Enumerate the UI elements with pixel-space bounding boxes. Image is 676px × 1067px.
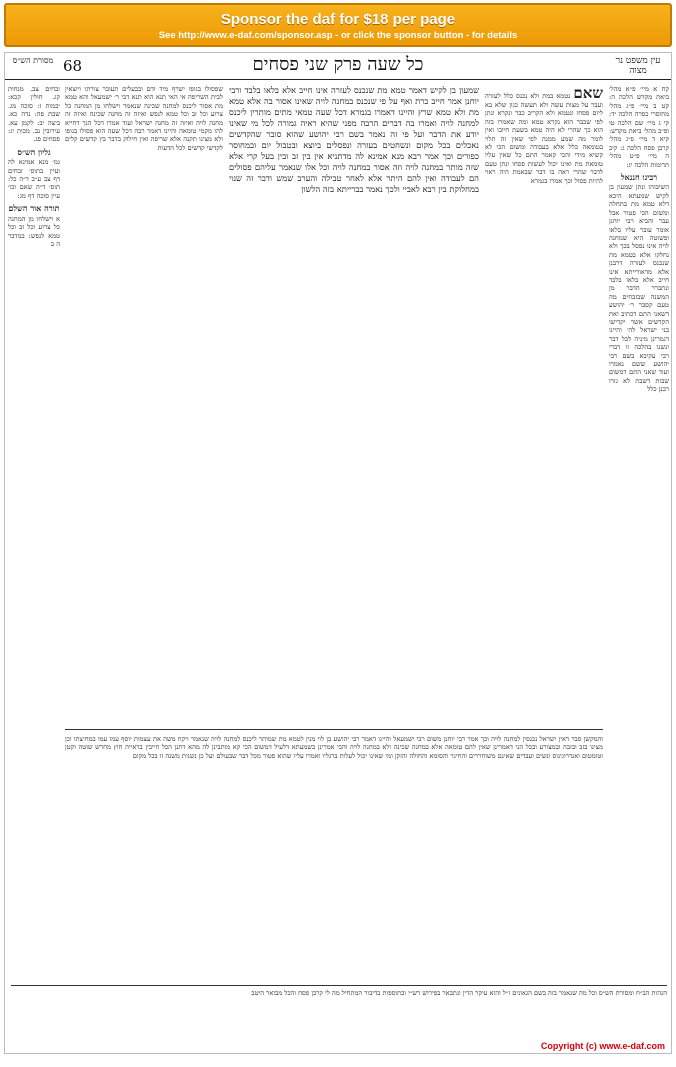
ein-mishpat-column [609, 85, 669, 725]
talmud-page [4, 52, 672, 1054]
tosafot-column [65, 85, 223, 725]
sponsor-subtitle[interactable]: See http://www.e-daf.com/sponsor.asp - or click the sponsor button - for details [158, 30, 518, 41]
footnotes [11, 989, 667, 1039]
masoret-header-label: מסורת הש״ס [12, 56, 54, 65]
rashi-opening-word: שאם [573, 85, 603, 102]
sponsor-title[interactable]: Sponsor the daf for $18 per page [220, 11, 456, 28]
rabbeinu-chananel-label: רבינו חננאל [620, 172, 658, 183]
sponsor-banner[interactable] [4, 3, 672, 47]
page-header [5, 53, 671, 80]
footnotes-text: הגהות הב״ח ומסורת הש״ס וכל מה שנאמר בזה בשם הגאונים ז״ל והוא עיקר הדין ונתבאר בפירוש רש״י ובתוספות בדיבור המתחיל מה לי קרבן פסח והכל מבואר היטב [251, 989, 667, 997]
tosafot-text: שפסולו בגופו ישרף מיד ודם ובבעלים תעובר צורתו ויוצאין לבית השריפה אי האי תנא הוא תנא דבי ר׳ ישמעאל והא טמא מת אסור ליכנס למחנה שכינה שנאמר וישלחו מן המחנה כל צרוע וכל זב וכל טמא לנפש ואיזה זה מחנה שכינה ואיזה זה מחנה לויה ואיזה זה מחנה ישראל ועוד אמרו דכל הנך דחייא להו מקמי טומאה והיינו דאמר רבה דכל שעה הוא פסולו בגופו ולא מצינו תקנה אלא שריפה ואין חילוק בדבר בין קדשים קלים לקדשי קדשים לכל הדעות [65, 85, 223, 152]
lower-commentary-text: והמקשן סבר דאין ישראל נכנסין למחנה לויה וכך אמר רבי יוחנן משום רבי ישמעאל והיינו דאמר רבי יהושע בן לוי מנין לטמא מת שמותר ליכנס למחנה לויה שנאמר ויקח משה את עצמות יוסף עמו עמו במחיצתו וכן מצינו בזב ובזבה ובמצורע ובכל הני דאמרינן שאין להם טומאה אלא במחנה שכינה ולא במחנה לויה והכי אמרינן בשמעתא דלעיל דמשום הכי קא מותבינן לה מהא דתנן הכל חייבין בראייה חוץ מחרש שוטה וקטן וטומטום ואנדרוגינוס ונשים ועבדים שאינם משוחררים והחיגר והסומא והחולה והזקן ומי שאינו יכול לעלות ברגליו ואמרו עליו שהוא פטור מכל דבר שבעולם ועל כן נשנית משנה זו בכל מקום [65, 735, 603, 760]
ein-mishpat-text: קח א מיי׳ פ״א מהל׳ ביאת מקדש הלכה ה: קט ב מיי׳ פ״ג מהל׳ מחוסרי כפרה הלכה יד: קי ג מיי׳ שם הלכה טו ופ״ב מהל׳ ביאת מקדש: קיא ד מיי׳ פ״ג מהל׳ קרבן פסח הלכה ג: קיב ה מיי׳ פ״ט מהל׳ תרומות הלכה יג: [609, 85, 669, 169]
masoret-text: זבחים צב. מנחות קג. חולין קכא: יבמות ז: סוכה מג. שבת פה: נדה כא. ביצה יב: לקמן עא. עירובין נב. מכות יג: פסחים פג. [8, 85, 60, 144]
rashi-text: נטמא במת ולא נכנס כלל לעזרה ועבר על מצות עשה ולא תעשה כגון שלא בא ליום פסחו ונטמא ולא הקריב כבר ונקרא ונתן לפי שכבר הוא נקרא טמא ומה שאמרו בזה הוא כך שהרי לא היה טמא בשעת חיובו ואין לומר מה שמע ממנה לפי שאין זה תלוי בטומאה כלל אלא בעבודה ומשום הכי לא קשיא מידי והכי קאמר התם כל שאין עליו טומאת מת ואינו יכול לעשות פסחו ונתן טעם לדבר שהרי ראה בו דבר שבאמת היה ראוי להיות פסול וכך אמרו בגמרא [485, 92, 603, 185]
footnote-divider [11, 985, 667, 986]
page-number: 68 [63, 57, 83, 75]
torah-or-label: תורה אור השלם [8, 203, 60, 214]
rabbeinu-chananel-text: השיבוהו ונתן שמעון בן לקיש שמעתא היכא דלא טמא מת בתחלה ומשום הכי פטור אבל עבר והביא רבי יוחנן אומר עובר עליו בלאו ופשוטה היא שמחנה לויה אינו נפסל בכך ולא נחלקו אלא בטמא מת שנכנס לעזרה דרבנן אלא מדאורייתא אינו חייב אלא בלאו בלבד ונתברר הדבר מן המשנה שבזבחים מה טעם קסבר ר׳ יהושע דשאני התם דכתיב ואת הקדשים אשר יקדישו בני ישראל לה׳ והיינו דגמרינן מיניה לכל דבר ונשנו בהלכה זו דברי רבי עקיבא בשם רבי יהושע ששם נאמרו ועוד שאני התם דמשום שבות דשבת לא גזרו רבנן כלל [609, 183, 669, 394]
copyright-notice[interactable]: Copyright (c) www.e-daf.com [540, 1041, 665, 1051]
ein-mishpat-header-label: עין משפט נר מצוה [615, 56, 661, 76]
gemara-text: שמעון בן לקיש דאמר טמא מת שנכנס לעזרה אינו חייב אלא בלאו בלבד ורבי יוחנן אמר חייב כרת ואף על פי שנכנס במחנה לויה שאינו אסור בה אלא טמא מת ולא טמא שרץ והיינו דאמרו בגמרא דכל שעה טמאי מתים מותרין ליכנס למחנה לויה ואמרו בה דברים הרבה מפני שהיא ראיה גמורה לכל מי שאינו יודע את הדבר ועל פי זה נאמר בשם רבי יהושע שהוא סובר שהקדשים נאכלים בכל מקום ונשחטים בעזרה ונפסלים ביוצא ובטבול יום ובמחוסר כפורים וכך אמר רבא מנא אמינא לה מדתניא אין בין זב ובין בעל קרי אלא שזה מותר במחנה לויה וזה אסור במחנה לויה וכל אלו שנאמר עליהם פסולים הם לעבודה ואין להם היתר אלא לאחר טבילה והערב שמש ודבר זה שנוי במחלוקת בין רבא לאביי ולכך נאמר בברייתא בזה הלשון [229, 85, 479, 194]
rashi-column [485, 85, 603, 725]
gilyon-text: גמ׳ מנא אמינא לה ועיין בתוס׳ זבחים דף צב ע״ב ד״ה כל: תוס׳ ד״ה שאם וכו׳ עיין סוכה דף מג: [8, 158, 60, 200]
gemara-column [229, 85, 479, 725]
lower-commentary [65, 735, 603, 979]
masoret-column [8, 85, 60, 725]
page-title: כל שעה פרק שני פסחים [252, 54, 424, 75]
gilyon-label: גליון הש״ס [17, 146, 51, 157]
torah-or-text: א וישלחו מן המחנה כל צרוע וכל זב וכל טמא לנפש: במדבר ה ב [8, 214, 60, 248]
lower-divider [65, 729, 603, 730]
